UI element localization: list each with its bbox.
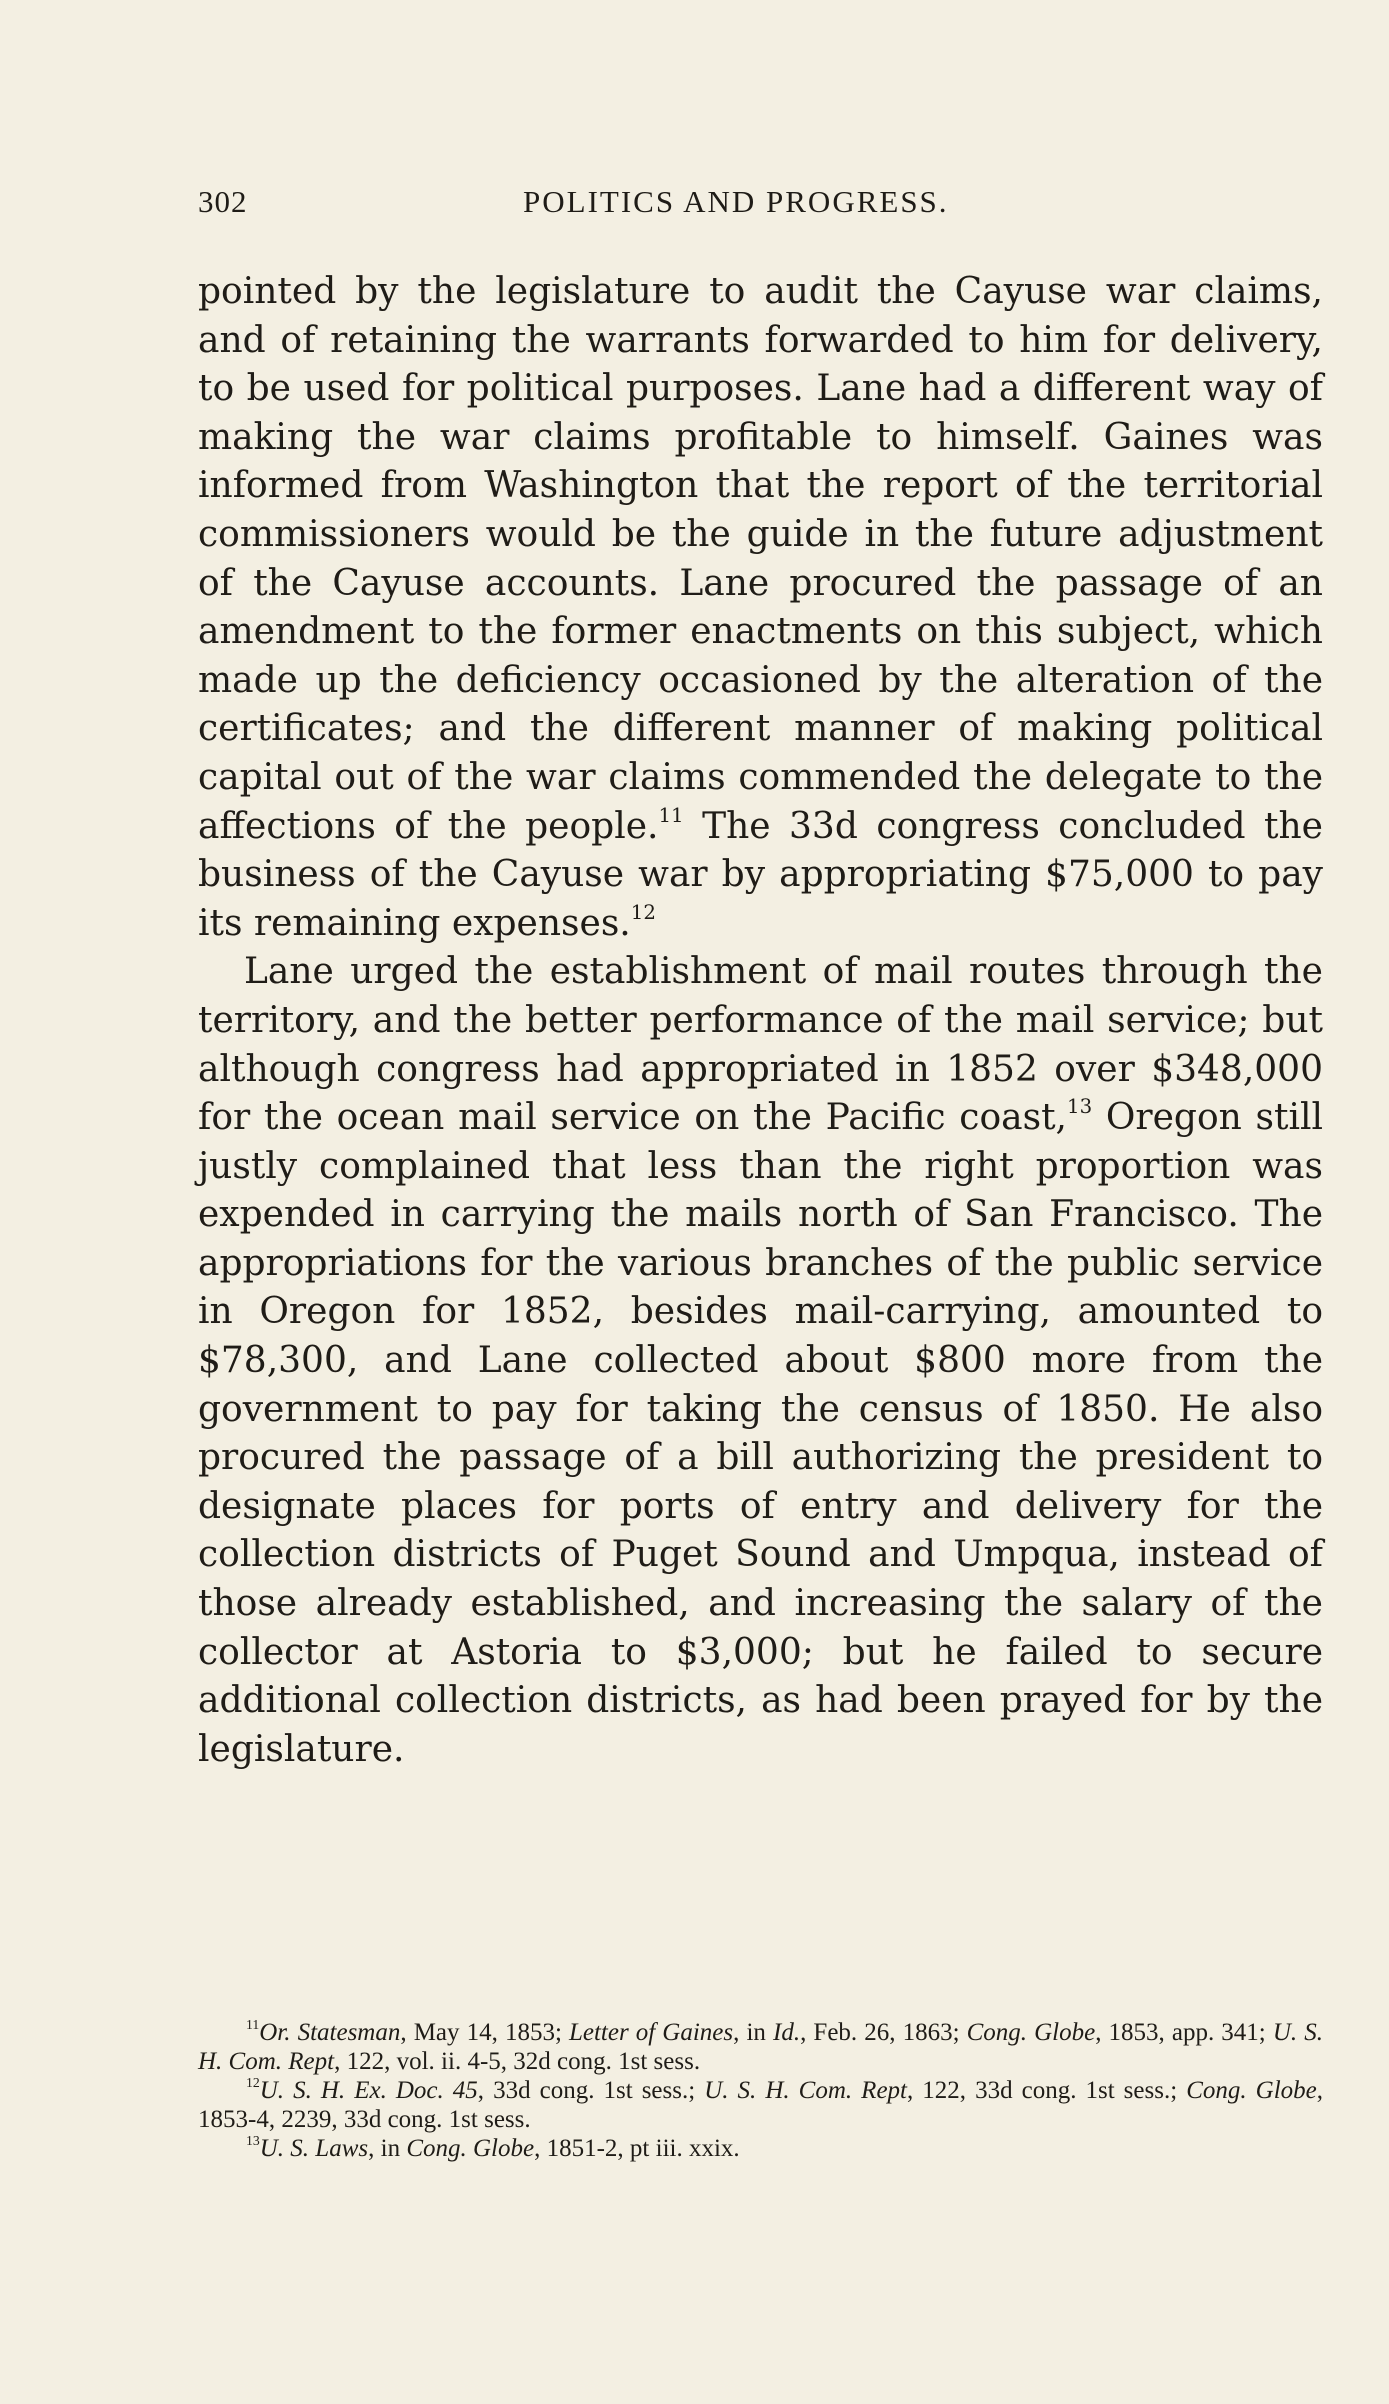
citation-detail: , Feb. 26, 1863; — [800, 2019, 967, 2046]
citation-title: Cong. Globe — [1186, 2077, 1317, 2104]
citation-detail: , in — [368, 2135, 407, 2162]
citation-title: U. S. Laws — [259, 2135, 369, 2162]
paragraph-1-text-a: pointed by the legislature to audit the Cayuse war claims, and of retaining the warrants forwarded to him for delivery, to be used for political purposes. Lane had a different way of making the war claims profitable to himself. Gaines was informed from Washington that the report of the territorial commissioners would be the guide in the future adjustment of the Cayuse accounts. Lane procured the passage of an amendment to the former enactments on this subject, which made up the deficiency occasioned by the alteration of the certificates; and the different manner of making political capital out of the war claims commended the delegate to the affections of the people. — [198, 271, 1323, 847]
page-number: 302 — [198, 184, 248, 219]
footnotes — [198, 2018, 1323, 2163]
citation-detail: , May 14, 1853; — [400, 2019, 569, 2046]
citation-detail: , 122, 33d cong. 1st sess.; — [907, 2077, 1187, 2104]
citation-title: Cong. Globe — [406, 2135, 535, 2162]
paragraph-2-text-a: Lane urged the establishment of mail routes through the territory, and the better performance of the mail service; but although congress had appropriated in 1852 over $348,000 for the ocean mail service on the Pacific coast, — [198, 951, 1323, 1139]
paragraph-1-text-b: The 33d congress concluded the business of the Cayuse war by appropriating $75,000 to pay its remaining expenses. — [198, 805, 1323, 944]
citation-title: Id. — [773, 2019, 801, 2046]
footnote-number: 12 — [246, 2075, 260, 2090]
citation-title: U. S. H. Com. Rept — [198, 2019, 1323, 2075]
citation-title: Cong. Globe — [966, 2019, 1096, 2046]
citation-detail: , 33d cong. 1st sess.; — [477, 2077, 705, 2104]
citation-title: Letter of Gaines — [568, 2019, 734, 2046]
paragraph-2 — [198, 948, 1323, 1774]
citation-detail: , in — [733, 2019, 773, 2046]
footnote-ref-12: 12 — [630, 900, 656, 924]
paragraph-1 — [198, 268, 1323, 948]
footnote-ref-13: 13 — [1066, 1095, 1093, 1119]
citation-title: Or. Statesman — [259, 2019, 401, 2046]
page-header — [198, 184, 1328, 224]
citation-detail: , 1851-2, pt iii. xxix. — [534, 2135, 740, 2162]
footnote-number: 13 — [246, 2133, 260, 2148]
footnote-13 — [198, 2134, 1323, 2163]
citation-detail: , 1853-4, 2239, 33d cong. 1st sess. — [198, 2077, 1324, 2133]
running-head: POLITICS AND PROGRESS. — [523, 184, 949, 219]
paragraph-2-text-b: Oregon still justly complained that less than the right proportion was expended in carrying the mails north of San Francisco. The appropriations for the various branches of the public service in Oregon for 1852, besides mail-carrying, amounted to $78,300, and Lane collected about $800 more from the government to pay for taking the census of 1850. He also procured the passage of a bill authorizing the president to designate places for ports of entry and delivery for the collection districts of Puget Sound and Umpqua, instead of those already established, and increasing the salary of the collector at Astoria to $3,000; but he failed to secure additional collection districts, as had been prayed for by the legislature. — [198, 1097, 1323, 1770]
citation-detail: , 1853, app. 341; — [1095, 2019, 1273, 2046]
citation-title: U. S. H. Ex. Doc. 45 — [259, 2077, 478, 2104]
footnote-11 — [198, 2018, 1323, 2076]
footnote-number: 11 — [246, 2017, 260, 2032]
footnote-ref-11: 11 — [658, 803, 684, 827]
citation-title: U. S. H. Com. Rept — [704, 2077, 907, 2104]
citation-detail: , 122, vol. ii. 4-5, 32d cong. 1st sess. — [334, 2048, 701, 2075]
body-text — [198, 268, 1323, 1774]
footnote-12 — [198, 2076, 1323, 2134]
